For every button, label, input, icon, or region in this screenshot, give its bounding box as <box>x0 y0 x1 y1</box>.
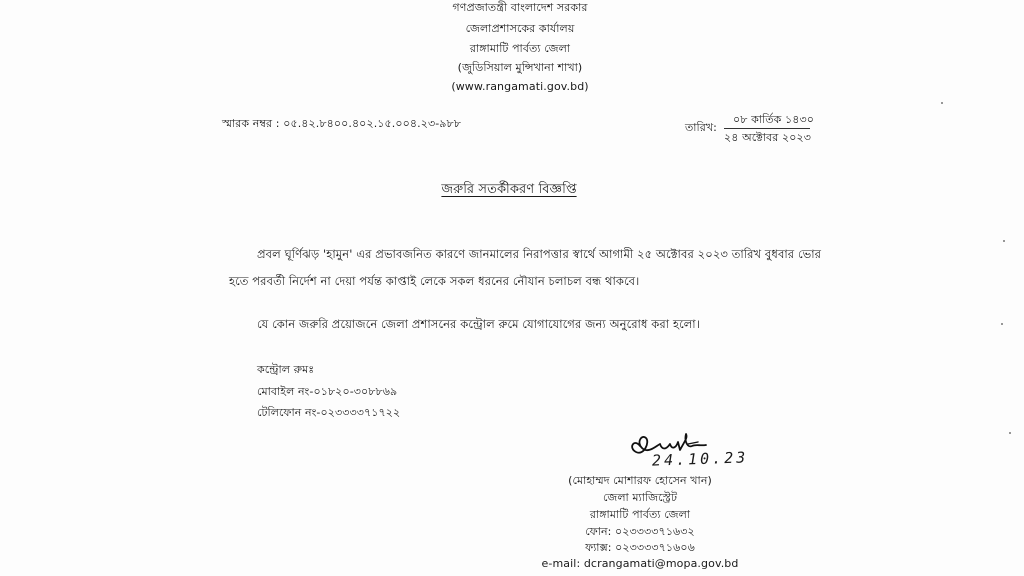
date-divider <box>724 128 810 129</box>
signatory-name: (মোহাম্মদ মোশারফ হোসেন খান) <box>568 474 712 487</box>
signatory-fax: ফ্যাক্স: ০২৩৩৩৩৭১৬০৬ <box>585 541 695 554</box>
scan-speck <box>1003 240 1005 242</box>
control-room-heading: কন্ট্রোল রুমঃ <box>257 363 315 376</box>
date-label: তারিখ: <box>685 121 717 134</box>
scan-speck <box>1001 323 1003 325</box>
signatory-phone: ফোন: ০২৩৩৩৩৭১৬৩২ <box>585 525 695 538</box>
header-government: গণপ্রজাতন্ত্রী বাংলাদেশ সরকার <box>452 1 588 14</box>
date-bangla: ০৮ কার্তিক ১৪৩০ <box>733 113 814 126</box>
notice-title: জরুরি সতর্কীকরণ বিজ্ঞপ্তি <box>441 182 577 197</box>
handwritten-date: 24.10.23 <box>651 448 749 470</box>
notice-paragraph-1-line-1: প্রবল ঘূর্ণিঝড় 'হামুন' এর প্রভাবজনিত কারণে জানমালের নিরাপত্তার স্বার্থে আগামী ২৫ অক্টোবর ২০২৩ তারিখ বুধবার ভোর <box>257 247 822 261</box>
header-branch: (জুডিসিয়াল মুন্সিখানা শাখা) <box>457 61 583 74</box>
date-english: ২৪ অক্টোবর ২০২৩ <box>724 131 812 144</box>
header-district: রাঙ্গামাটি পার্বত্য জেলা <box>469 42 571 55</box>
control-room-mobile: মোবাইল নং-০১৮২০-৩০৮৮৬৯ <box>257 385 398 398</box>
header-office: জেলাপ্রশাসকের কার্যালয় <box>465 22 575 35</box>
scan-speck <box>1009 432 1011 434</box>
notice-paragraph-2: যে কোন জরুরি প্রয়োজনে জেলা প্রশাসনের কন্ট্রোল রুমে যোগাযোগের জন্য অনুরোধ করা হলো। <box>257 317 700 331</box>
control-room-telephone: টেলিফোন নং-০২৩৩৩৩৭১৭২২ <box>257 406 401 419</box>
signatory-designation: জেলা ম্যাজিস্ট্রেট <box>602 491 678 504</box>
signatory-email: e-mail: dcrangamati@mopa.gov.bd <box>541 557 739 570</box>
signatory-district: রাঙ্গামাটি পার্বত্য জেলা <box>589 508 691 521</box>
scan-speck <box>941 102 943 104</box>
header-website: (www.rangamati.gov.bd) <box>451 80 589 93</box>
memo-number: স্মারক নম্বর : ০৫.৪২.৮৪০০.৪০২.১৫.০০৪.২৩-৯৮৮ <box>222 117 461 130</box>
notice-paragraph-1-line-2: হতে পরবর্তী নির্দেশ না দেয়া পর্যন্ত কাপ্তাই লেকে সকল ধরনের নৌযান চলাচল বন্ধ থাকবে। <box>229 274 640 288</box>
